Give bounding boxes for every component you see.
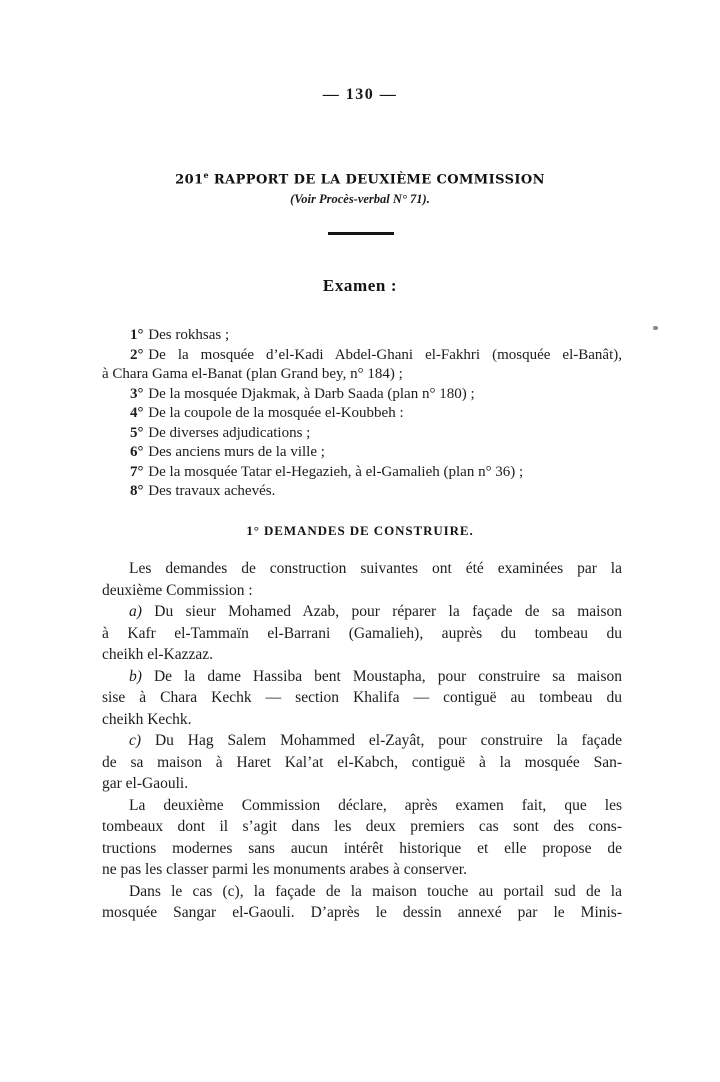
paragraph <box>102 881 622 924</box>
report-ordinal: e <box>203 170 209 180</box>
text-line: Les demandes de construction suivantes ont été examinées par la <box>129 560 622 577</box>
list-item-text: Des rokhsas ; <box>148 327 230 343</box>
list-item-number: 1° <box>130 327 144 343</box>
list-item-number: 3° <box>130 385 144 402</box>
text-line <box>102 326 622 346</box>
text-line: tructions modernes sans aucun intérêt historique et elle propose de <box>102 839 622 857</box>
list-item-text: à Chara Gama el-Banat (plan Grand bey, n° 184) ; <box>102 366 403 382</box>
list-item-number: 7° <box>130 463 144 480</box>
ink-speck <box>653 326 658 330</box>
examen-list <box>102 326 622 502</box>
report-title-text: RAPPORT DE LA DEUXIÈME COMMISSION <box>213 172 545 188</box>
text-line <box>102 730 622 752</box>
text-line: tombeaux dont il s’agit dans les deux premiers cas sont des cons- <box>102 818 622 835</box>
page-number: — 130 — <box>322 86 398 103</box>
list-item-number: 6° <box>130 444 144 460</box>
text-line: à Kafr el-Tammaïn el-Barrani (Gamalieh), auprès du tombeau du <box>102 624 622 642</box>
text-line-content: De la dame Hassiba bent Moustapha, pour construire sa maison <box>141 667 622 685</box>
list-item-number: 8° <box>130 483 144 499</box>
paragraph <box>102 558 622 601</box>
divider-rule <box>328 232 394 235</box>
text-line: gar el-Gaouli. <box>102 775 189 792</box>
list-item <box>102 463 622 483</box>
list-item-text: Des travaux achevés. <box>148 483 276 499</box>
list-item-number: 2° <box>130 346 144 363</box>
examen-heading: Examen : <box>322 276 398 295</box>
text-line <box>102 443 622 463</box>
text-line <box>102 482 622 502</box>
list-item-text: De diverses adjudications ; <box>148 424 311 441</box>
text-line <box>102 365 622 385</box>
text-line <box>102 404 622 424</box>
item-letter: b) <box>129 667 142 685</box>
list-item-text: De la mosquée d’el-Kadi Abdel-Ghani el-Fakhri (mosquée el-Banât), <box>148 346 622 363</box>
list-item-text: Des anciens murs de la ville ; <box>148 444 325 460</box>
text-line <box>102 463 622 483</box>
paragraph <box>102 730 622 795</box>
text-line: ne pas les classer parmi les monuments arabes à conserver. <box>102 861 467 878</box>
paragraph <box>102 795 622 881</box>
text-line: La deuxième Commission déclare, après examen fait, que les <box>129 796 622 814</box>
list-item-text: De la mosquée Djakmak, à Darb Saada (plan n° 180) ; <box>148 385 475 402</box>
text-line: sise à Chara Kechk — section Khalifa — contiguë au tombeau du <box>102 689 622 706</box>
report-subtitle: (Voir Procès-verbal N° 71). <box>290 192 430 207</box>
list-item-number: 5° <box>130 424 144 441</box>
report-header <box>0 170 720 207</box>
item-letter: c) <box>129 732 142 749</box>
list-item <box>102 482 622 502</box>
text-line <box>102 666 622 688</box>
list-item <box>102 404 622 424</box>
list-item <box>102 326 622 346</box>
body-text <box>102 558 622 924</box>
text-line: deuxième Commission : <box>102 581 253 599</box>
list-item-number: 4° <box>130 405 144 421</box>
list-item-text: De la mosquée Tatar el-Hegazieh, à el-Gamalieh (plan n° 36) ; <box>148 463 524 480</box>
text-line <box>102 424 622 444</box>
text-line: cheikh Kechk. <box>102 710 192 728</box>
list-item <box>102 443 622 463</box>
paragraph <box>102 601 622 666</box>
text-line: cheikh el-Kazzaz. <box>102 646 214 663</box>
list-item-text: De la coupole de la mosquée el-Koubbeh : <box>148 405 404 421</box>
text-line: Dans le cas (c), la façade de la maison touche au portail sud de la <box>129 882 622 900</box>
text-line: de sa maison à Haret Kal’at el-Kabch, contiguë à la mosquée San- <box>102 753 622 771</box>
item-letter: a) <box>129 603 142 620</box>
text-line-content: Du Hag Salem Mohammed el-Zayât, pour construire la façade <box>141 732 622 749</box>
text-line: mosquée Sangar el-Gaouli. D’après le dessin annexé par le Minis- <box>102 904 622 921</box>
report-number: 201 <box>175 172 204 188</box>
list-item <box>102 346 622 385</box>
text-line <box>102 346 622 366</box>
list-item <box>102 424 622 444</box>
section-heading: 1° DEMANDES DE CONSTRUIRE. <box>246 523 474 538</box>
text-line <box>102 385 622 405</box>
text-line <box>102 601 622 623</box>
text-line-content: Du sieur Mohamed Azab, pour réparer la façade de sa maison <box>141 603 622 620</box>
paragraph <box>102 666 622 731</box>
report-title <box>0 170 720 187</box>
list-item <box>102 385 622 405</box>
